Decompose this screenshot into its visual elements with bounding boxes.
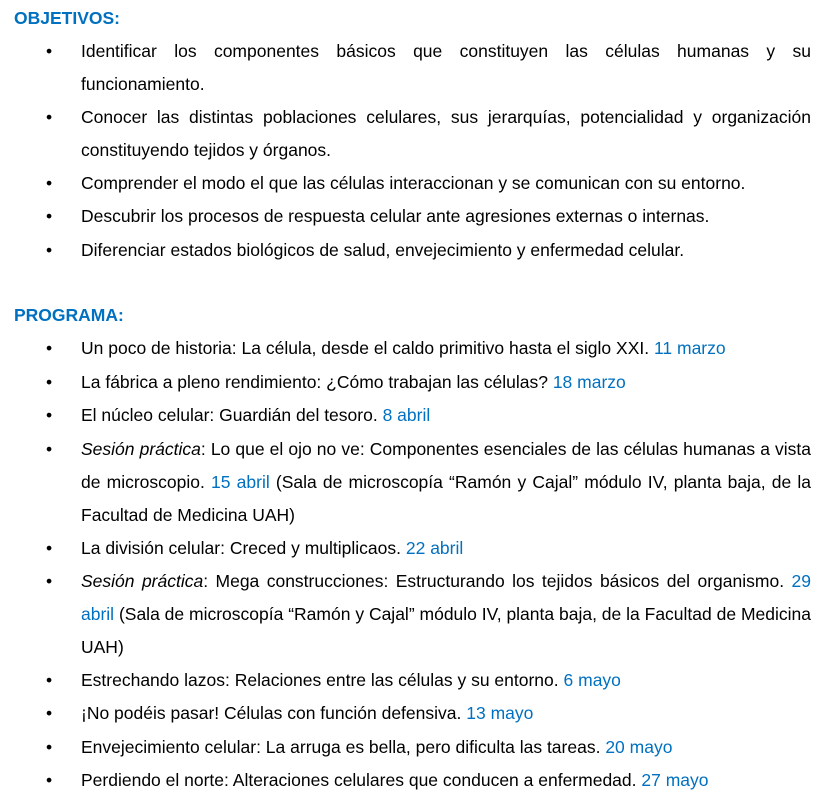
programa-entry <box>81 697 811 730</box>
bullet-icon: • <box>46 737 53 757</box>
programa-heading: PROGRAMA: <box>14 305 124 325</box>
bullet-icon: • <box>46 372 53 392</box>
session-date: 18 marzo <box>552 372 626 392</box>
session-type: Sesión práctica <box>81 571 204 591</box>
objetivo-text: Identificar los componentes básicos que constituyen las células humanas y su funcionamiento. <box>81 41 811 94</box>
programa-entry <box>81 332 811 365</box>
session-date: 8 abril <box>382 405 431 425</box>
session-date: 27 mayo <box>641 770 709 790</box>
programa-entry <box>81 731 811 764</box>
session-date: 13 mayo <box>466 703 534 723</box>
objetivo-text: Diferenciar estados biológicos de salud, envejecimiento y enfermedad celular. <box>81 240 685 260</box>
bullet-icon: • <box>46 670 53 690</box>
session-title: Estrechando lazos: Relaciones entre las células y su entorno. <box>81 670 559 690</box>
session-location: (Sala de microscopía “Ramón y Cajal” módulo IV, planta baja, de la Facultad de Medicina UAH) <box>81 604 811 657</box>
session-date: 29 abril <box>81 571 811 624</box>
session-title: La fábrica a pleno rendimiento: ¿Cómo trabajan las células? <box>81 372 548 392</box>
programa-entry <box>81 433 811 532</box>
programa-entry <box>81 532 811 565</box>
programa-entry <box>81 764 811 797</box>
objetivo-text: Descubrir los procesos de respuesta celular ante agresiones externas o internas. <box>81 206 710 226</box>
bullet-icon: • <box>46 206 53 226</box>
session-location: (Sala de microscopía “Ramón y Cajal” módulo IV, planta baja, de la Facultad de Medicina UAH) <box>81 472 811 525</box>
bullet-icon: • <box>46 41 53 61</box>
bullet-icon: • <box>46 770 53 790</box>
programa-entry <box>81 565 811 664</box>
session-title: Perdiendo el norte: Alteraciones celulares que conducen a enfermedad. <box>81 770 637 790</box>
session-date: 15 abril <box>211 472 270 492</box>
bullet-icon: • <box>46 338 53 358</box>
session-title: La división celular: Creced y multiplicaos. <box>81 538 401 558</box>
session-title: ¡No podéis pasar! Células con función defensiva. <box>81 703 462 723</box>
programa-entry <box>81 399 811 432</box>
objetivo-text: Comprender el modo el que las células interaccionan y se comunican con su entorno. <box>81 173 746 193</box>
objetivos-heading: OBJETIVOS: <box>14 8 120 28</box>
session-title: El núcleo celular: Guardián del tesoro. <box>81 405 378 425</box>
session-type: Sesión práctica <box>81 439 201 459</box>
bullet-icon: • <box>46 571 53 591</box>
session-date: 22 abril <box>405 538 464 558</box>
programa-entry <box>81 664 811 697</box>
session-date: 6 mayo <box>563 670 621 690</box>
session-date: 11 marzo <box>653 338 726 358</box>
bullet-icon: • <box>46 439 53 459</box>
bullet-icon: • <box>46 107 53 127</box>
bullet-icon: • <box>46 240 53 260</box>
bullet-icon: • <box>46 405 53 425</box>
bullet-icon: • <box>46 703 53 723</box>
session-title: Envejecimiento celular: La arruga es bella, pero dificulta las tareas. <box>81 737 601 757</box>
objetivo-text: Conocer las distintas poblaciones celulares, sus jerarquías, potencialidad y organización constituyendo tejidos y órganos. <box>81 107 811 160</box>
session-date: 20 mayo <box>605 737 673 757</box>
bullet-icon: • <box>46 538 53 558</box>
bullet-icon: • <box>46 173 53 193</box>
session-title: : Mega construcciones: Estructurando los tejidos básicos del organismo. <box>203 571 785 591</box>
session-title: : Lo que el ojo no ve: Componentes esenciales de las células humanas a vista de microscopio. <box>81 439 811 492</box>
programa-entry <box>81 366 811 399</box>
session-title: Un poco de historia: La célula, desde el caldo primitivo hasta el siglo XXI. <box>81 338 650 358</box>
